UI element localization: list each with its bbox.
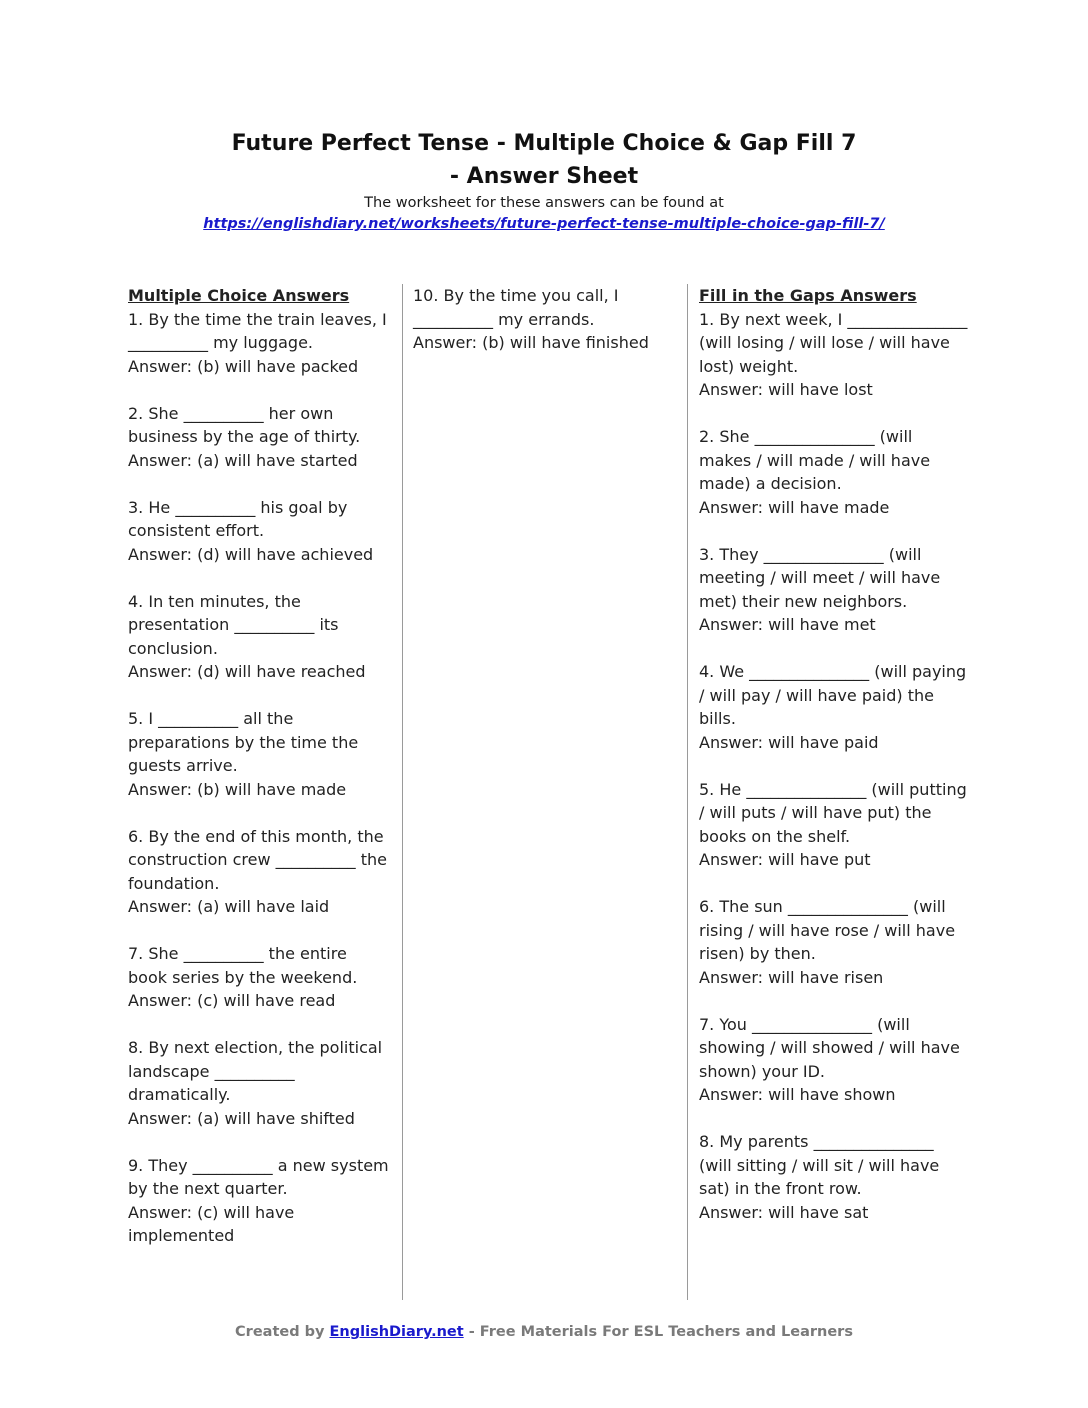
- mc-answer: Answer: (b) will have packed: [128, 356, 359, 376]
- multiple-choice-column: [128, 284, 390, 1271]
- gap-question: 5. He _______________ (will putting / will puts / will have put) the books on the shelf.: [699, 779, 967, 846]
- footer-link[interactable]: EnglishDiary.net: [329, 1324, 464, 1340]
- column-divider-2: [687, 284, 688, 1300]
- gap-answer: Answer: will have made: [699, 497, 890, 517]
- mc-item-6: [128, 825, 390, 919]
- mc-question: 8. By next election, the political landscape __________ dramatically.: [128, 1038, 383, 1104]
- mc-answer: Answer: (d) will have achieved: [128, 544, 374, 564]
- footer: [0, 1322, 1088, 1342]
- gap-answer: Answer: will have sat: [699, 1202, 869, 1222]
- mc-item-1: [128, 308, 390, 379]
- subtitle: The worksheet for these answers can be found at: [364, 195, 724, 211]
- multiple-choice-heading: Multiple Choice Answers: [128, 286, 350, 305]
- mc-answer: Answer: (d) will have reached: [128, 662, 366, 681]
- mc-item-5: [128, 707, 390, 801]
- gap-item-8: [699, 1130, 969, 1224]
- mc-answer: Answer: (a) will have laid: [128, 897, 330, 916]
- gap-item-6: [699, 895, 969, 989]
- mc-answer: Answer: (a) will have shifted: [128, 1108, 355, 1128]
- worksheet-url: [0, 214, 1088, 234]
- multiple-choice-column-continued: [413, 284, 675, 378]
- fill-gaps-column: [699, 284, 969, 1248]
- gap-item-3: [699, 543, 969, 637]
- column-divider-1: [402, 284, 403, 1300]
- gap-answer: Answer: will have met: [699, 615, 876, 634]
- mc-question: 3. He __________ his goal by consistent effort.: [128, 497, 348, 540]
- mc-question: 5. I __________ all the preparations by the time the guests arrive.: [128, 709, 359, 775]
- gap-item-4: [699, 660, 969, 754]
- mc-answer: Answer: (c) will have implemented: [128, 1202, 295, 1245]
- gap-question: 3. They _______________ (will meeting / will meet / will have met) their new neighbors.: [699, 544, 941, 611]
- gap-item-7: [699, 1013, 969, 1107]
- mc-item-7: [128, 942, 390, 1013]
- mc-item-8: [128, 1036, 390, 1130]
- gap-answer: Answer: will have shown: [699, 1085, 896, 1104]
- mc-answer: Answer: (b) will have made: [128, 779, 347, 799]
- title-line-2: - Answer Sheet: [449, 164, 639, 189]
- gap-question: 7. You _______________ (will showing / will showed / will have shown) your ID.: [699, 1014, 960, 1081]
- gap-answer: Answer: will have paid: [699, 732, 879, 752]
- gap-question: 6. The sun _______________ (will rising / will have rose / will have risen) by then.: [699, 897, 956, 963]
- footer-suffix: - Free Materials For ESL Teachers and Learners: [463, 1324, 853, 1340]
- mc-question: 9. They __________ a new system by the next quarter.: [128, 1155, 389, 1198]
- mc-item-4: [128, 590, 390, 684]
- gap-item-1: [699, 308, 969, 402]
- title-line-1: Future Perfect Tense - Multiple Choice & Gap Fill 7: [231, 131, 857, 156]
- mc-question: 4. In ten minutes, the presentation __________ its conclusion.: [128, 591, 339, 658]
- mc-answer: Answer: (c) will have read: [128, 991, 336, 1010]
- mc-item-3: [128, 496, 390, 567]
- gap-question: 4. We _______________ (will paying / will pay / will have paid) the bills.: [699, 662, 967, 728]
- mc-item-10: [413, 284, 675, 355]
- gap-question: 8. My parents _______________ (will sitting / will sit / will have sat) in the front row.: [699, 1132, 940, 1198]
- mc-question: 10. By the time you call, I __________ my errands.: [413, 286, 619, 329]
- mc-answer: Answer: (a) will have started: [128, 450, 358, 470]
- page-title: [0, 127, 1088, 193]
- mc-question: 1. By the time the train leaves, I __________ my luggage.: [128, 309, 387, 352]
- gap-answer: Answer: will have risen: [699, 967, 884, 987]
- mc-question: 6. By the end of this month, the construction crew __________ the foundation.: [128, 826, 387, 893]
- gap-question: 1. By next week, I _______________ (will losing / will lose / will have lost) weight.: [699, 309, 968, 376]
- gap-item-5: [699, 778, 969, 872]
- mc-answer: Answer: (b) will have finished: [413, 333, 649, 352]
- gap-item-2: [699, 425, 969, 519]
- gap-answer: Answer: will have put: [699, 850, 871, 869]
- fill-gaps-heading: Fill in the Gaps Answers: [699, 286, 917, 305]
- gap-question: 2. She _______________ (will makes / will made / will have made) a decision.: [699, 427, 931, 493]
- mc-question: 7. She __________ the entire book series by the weekend.: [128, 944, 358, 987]
- mc-question: 2. She __________ her own business by the age of thirty.: [128, 403, 361, 446]
- mc-item-2: [128, 402, 390, 473]
- footer-prefix: Created by: [235, 1324, 330, 1340]
- worksheet-link[interactable]: https://englishdiary.net/worksheets/future-perfect-tense-multiple-choice-gap-fill-7/: [203, 216, 885, 232]
- mc-item-9: [128, 1154, 390, 1248]
- gap-answer: Answer: will have lost: [699, 380, 873, 399]
